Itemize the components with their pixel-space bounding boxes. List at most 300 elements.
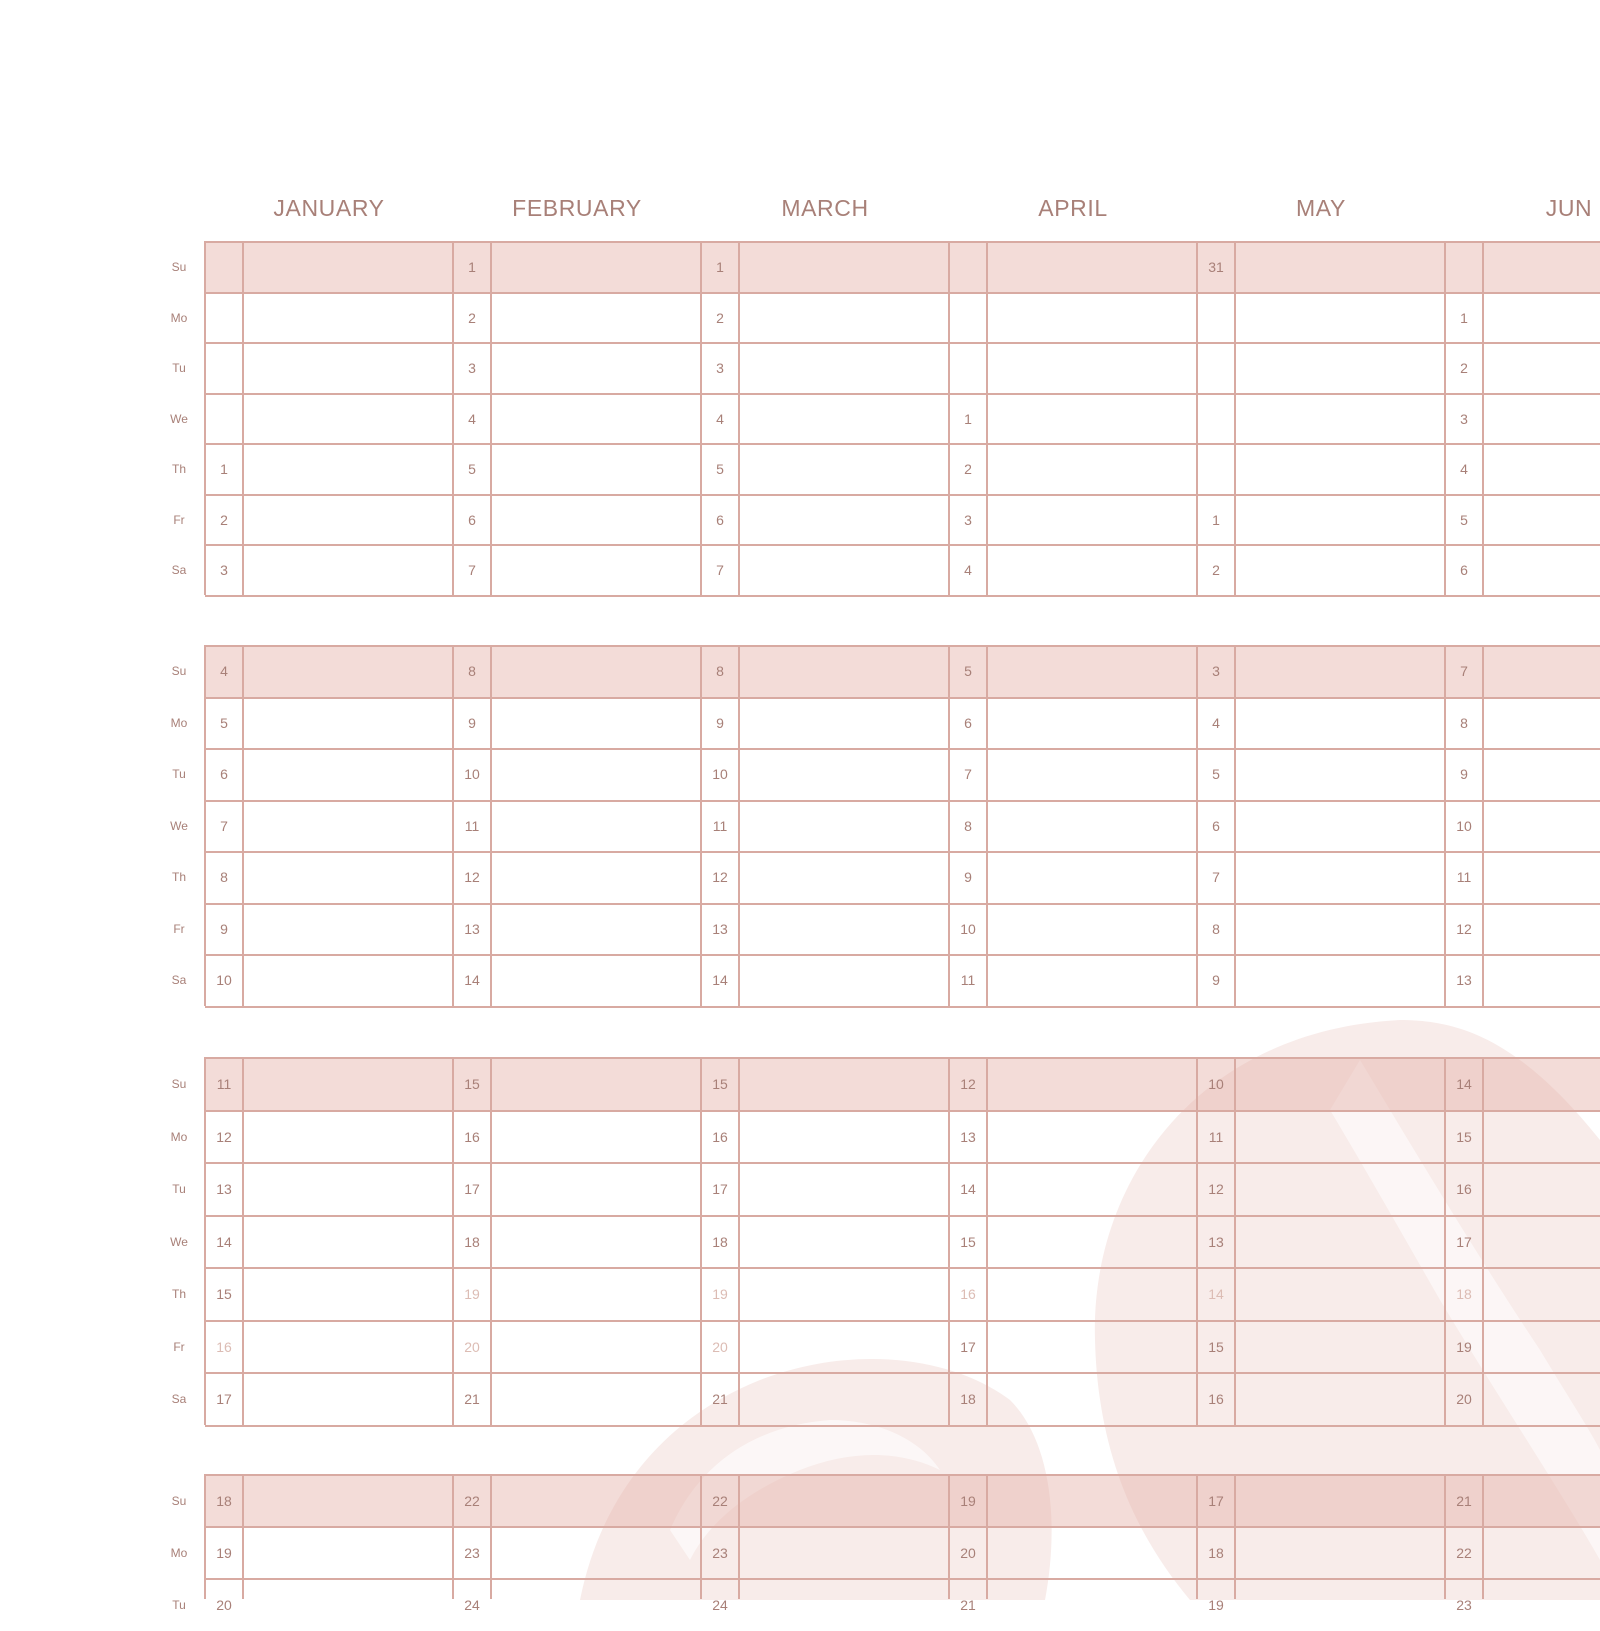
day-note-cell[interactable] [987,1321,1197,1374]
day-label-mo: Mo [170,1129,188,1144]
day-note-cell[interactable] [987,1058,1197,1111]
day-note-cell[interactable] [987,749,1197,801]
date-number: 11 [216,1076,232,1092]
date-number: 9 [1460,766,1468,782]
day-note-cell[interactable] [491,852,701,904]
day-note-cell[interactable] [1235,1579,1445,1631]
day-note-cell[interactable] [491,545,701,596]
date-number: 12 [1456,920,1472,937]
day-note-cell[interactable] [1235,444,1445,495]
day-note-cell[interactable] [987,1527,1197,1579]
day-note-cell[interactable] [1235,955,1445,1007]
day-note-cell[interactable] [1235,852,1445,904]
day-label-sa: Sa [171,973,187,987]
date-number: 3 [220,562,228,578]
date-number: 13 [464,920,480,937]
date-number: 5 [468,461,476,477]
date-number: 7 [964,766,972,782]
date-number: 2 [964,461,972,477]
date-number: 13 [1456,972,1472,988]
date-number: 5 [1460,511,1468,528]
date-number: 10 [960,920,976,937]
date-number: 15 [1208,1338,1224,1355]
date-number: 7 [468,562,476,578]
day-note-cell[interactable] [987,242,1197,293]
day-note-cell[interactable] [739,1111,949,1164]
day-note-cell[interactable] [1483,646,1600,698]
date-number: 7 [1460,663,1468,679]
day-note-cell[interactable] [1483,545,1600,596]
date-number: 2 [1460,360,1468,376]
day-note-cell[interactable] [491,1268,701,1321]
day-label-fr: Fr [173,921,185,936]
date-number: 2 [220,511,228,528]
day-note-cell[interactable] [987,646,1197,698]
day-note-cell[interactable] [1483,1527,1600,1579]
day-note-cell[interactable] [491,1579,701,1631]
day-label-we: We [170,818,188,833]
date-number: 12 [464,869,480,885]
day-note-cell[interactable] [1483,1579,1600,1631]
day-note-cell[interactable] [1235,1111,1445,1164]
day-note-cell[interactable] [243,801,453,853]
date-number: 20 [464,1338,480,1355]
date-number: 14 [1456,1076,1472,1092]
day-note-cell[interactable] [739,444,949,495]
date-number: 23 [464,1545,480,1561]
day-note-cell[interactable] [243,293,453,344]
day-note-cell[interactable] [1235,646,1445,698]
date-number: 8 [964,817,972,834]
day-label-sa: Sa [171,1392,187,1406]
date-number [1197,394,1235,445]
day-note-cell[interactable] [491,293,701,344]
date-number: 14 [1208,1286,1224,1302]
day-note-cell[interactable] [987,1475,1197,1527]
day-note-cell[interactable] [739,1216,949,1269]
day-note-cell[interactable] [1235,242,1445,293]
day-note-cell[interactable] [243,394,453,445]
day-note-cell[interactable] [491,1373,701,1426]
month-header-april: APRIL [1038,195,1108,221]
date-number: 10 [464,766,480,782]
day-label-th: Th [171,462,186,476]
day-note-cell[interactable] [1483,293,1600,344]
day-note-cell[interactable] [1483,1268,1600,1321]
day-note-cell[interactable] [987,1268,1197,1321]
day-note-cell[interactable] [243,545,453,596]
day-note-cell[interactable] [739,1163,949,1216]
day-note-cell[interactable] [987,1163,1197,1216]
date-number [1197,343,1235,394]
day-note-cell[interactable] [739,698,949,750]
date-number: 11 [712,817,728,834]
date-number: 9 [468,714,476,731]
day-note-cell[interactable] [1235,343,1445,394]
day-note-cell[interactable] [491,394,701,445]
day-note-cell[interactable] [739,545,949,596]
day-note-cell[interactable] [987,801,1197,853]
date-number: 9 [220,920,228,937]
day-note-cell[interactable] [987,343,1197,394]
date-number: 17 [712,1181,728,1197]
day-note-cell[interactable] [1235,1216,1445,1269]
date-number: 10 [712,766,728,782]
day-label-tu: Tu [172,361,186,375]
date-number [1445,242,1483,293]
day-note-cell[interactable] [1483,1475,1600,1527]
day-note-cell[interactable] [1235,1475,1445,1527]
date-number: 15 [960,1233,976,1250]
day-note-cell[interactable] [739,495,949,546]
date-number: 15 [464,1076,480,1092]
date-number: 17 [1208,1493,1224,1509]
date-number: 1 [1460,309,1468,326]
day-note-cell[interactable] [491,242,701,293]
day-note-cell[interactable] [987,1216,1197,1269]
date-number: 20 [712,1338,728,1355]
day-note-cell[interactable] [491,495,701,546]
day-label-tu: Tu [172,1182,186,1196]
date-number: 12 [960,1076,976,1092]
day-note-cell[interactable] [739,646,949,698]
date-number: 17 [216,1391,232,1407]
date-number: 4 [220,663,228,679]
date-number: 10 [1456,817,1472,834]
day-note-cell[interactable] [987,698,1197,750]
day-label-we: We [170,1234,188,1249]
date-number: 13 [712,920,728,937]
date-number: 31 [1208,259,1224,275]
day-note-cell[interactable] [243,343,453,394]
date-number: 4 [468,410,476,427]
date-number: 18 [712,1233,728,1250]
day-note-cell[interactable] [987,444,1197,495]
day-note-cell[interactable] [987,495,1197,546]
day-note-cell[interactable] [491,698,701,750]
date-number [205,293,243,344]
day-note-cell[interactable] [491,904,701,956]
date-number: 4 [1212,714,1220,731]
day-note-cell[interactable] [739,394,949,445]
day-note-cell[interactable] [739,343,949,394]
day-note-cell[interactable] [739,1268,949,1321]
date-number: 1 [716,259,724,275]
day-note-cell[interactable] [1483,1321,1600,1374]
day-note-cell[interactable] [987,1579,1197,1631]
day-label-tu: Tu [172,1598,186,1612]
day-note-cell[interactable] [739,852,949,904]
day-note-cell[interactable] [491,1216,701,1269]
date-number: 19 [464,1286,480,1302]
day-note-cell[interactable] [1483,698,1600,750]
date-number: 9 [716,714,724,731]
day-label-tu: Tu [172,767,186,781]
day-note-cell[interactable] [1483,904,1600,956]
day-note-cell[interactable] [491,646,701,698]
date-number [1197,444,1235,495]
day-note-cell[interactable] [987,955,1197,1007]
month-header-march: MARCH [781,195,869,221]
date-number: 18 [1456,1286,1472,1302]
date-number: 8 [716,663,724,679]
date-number: 23 [1456,1597,1472,1613]
day-note-cell[interactable] [243,1163,453,1216]
day-label-su: Su [171,1494,187,1508]
date-number: 9 [1212,972,1220,988]
date-number: 21 [960,1597,976,1613]
day-note-cell[interactable] [1483,1111,1600,1164]
date-number: 16 [1208,1391,1224,1407]
date-number: 6 [716,511,724,528]
date-number: 22 [712,1493,728,1509]
day-note-cell[interactable] [1235,1527,1445,1579]
day-note-cell[interactable] [1235,1268,1445,1321]
date-number: 20 [960,1545,976,1561]
day-note-cell[interactable] [739,293,949,344]
day-note-cell[interactable] [243,1321,453,1374]
day-note-cell[interactable] [491,1163,701,1216]
date-number: 3 [1212,663,1220,679]
date-number [1197,293,1235,344]
day-label-mo: Mo [170,715,188,730]
day-note-cell[interactable] [1235,495,1445,546]
date-number: 21 [1456,1493,1472,1509]
date-number: 1 [220,461,228,477]
day-label-su: Su [171,1077,187,1091]
day-note-cell[interactable] [243,1268,453,1321]
date-number [205,343,243,394]
date-number: 21 [464,1391,480,1407]
date-number: 19 [960,1493,976,1509]
day-note-cell[interactable] [987,904,1197,956]
day-note-cell[interactable] [243,242,453,293]
date-number: 13 [1208,1233,1224,1250]
day-note-cell[interactable] [987,545,1197,596]
day-note-cell[interactable] [987,1111,1197,1164]
date-number: 16 [712,1128,728,1145]
day-note-cell[interactable] [1235,1163,1445,1216]
day-note-cell[interactable] [243,749,453,801]
date-number: 1 [964,410,972,427]
date-number: 13 [960,1128,976,1145]
date-number: 2 [1212,562,1220,578]
day-label-su: Su [171,664,187,678]
day-note-cell[interactable] [243,1058,453,1111]
date-number: 5 [1212,766,1220,782]
date-number: 22 [464,1493,480,1509]
date-number: 14 [960,1181,976,1197]
day-note-cell[interactable] [739,955,949,1007]
day-note-cell[interactable] [491,1527,701,1579]
date-number: 18 [1208,1545,1224,1561]
date-number: 8 [220,869,228,885]
date-number: 24 [464,1597,480,1613]
day-note-cell[interactable] [243,1216,453,1269]
date-number [949,242,987,293]
day-note-cell[interactable] [243,1111,453,1164]
date-number: 17 [960,1338,976,1355]
day-note-cell[interactable] [987,1373,1197,1426]
day-note-cell[interactable] [491,1058,701,1111]
date-number: 16 [216,1338,232,1355]
day-note-cell[interactable] [1483,495,1600,546]
day-note-cell[interactable] [243,1475,453,1527]
day-note-cell[interactable] [491,343,701,394]
day-note-cell[interactable] [1483,1216,1600,1269]
day-note-cell[interactable] [1483,1058,1600,1111]
date-number: 3 [964,511,972,528]
day-note-cell[interactable] [739,1579,949,1631]
day-note-cell[interactable] [243,646,453,698]
date-number: 3 [468,360,476,376]
day-note-cell[interactable] [1483,955,1600,1007]
day-note-cell[interactable] [739,1527,949,1579]
day-note-cell[interactable] [739,1058,949,1111]
day-note-cell[interactable] [1235,904,1445,956]
day-note-cell[interactable] [739,242,949,293]
day-note-cell[interactable] [1235,545,1445,596]
day-note-cell[interactable] [243,444,453,495]
day-note-cell[interactable] [739,749,949,801]
date-number: 14 [216,1233,232,1250]
day-label-we: We [170,411,188,426]
date-number: 14 [464,972,480,988]
date-number: 19 [216,1545,232,1561]
date-number: 16 [960,1286,976,1302]
date-number: 6 [964,714,972,731]
day-note-cell[interactable] [1235,394,1445,445]
date-number: 20 [1456,1391,1472,1407]
date-number: 17 [464,1181,480,1197]
day-label-mo: Mo [170,1546,188,1560]
day-note-cell[interactable] [243,495,453,546]
date-number: 1 [1212,511,1220,528]
month-header-may: MAY [1296,195,1346,221]
date-number: 14 [712,972,728,988]
day-note-cell[interactable] [1483,1373,1600,1426]
date-number: 18 [960,1391,976,1407]
date-number: 5 [220,714,228,731]
date-number: 5 [964,663,972,679]
date-number: 7 [1212,869,1220,885]
date-number: 4 [1460,461,1468,477]
day-note-cell[interactable] [739,801,949,853]
day-note-cell[interactable] [491,801,701,853]
date-number: 3 [1460,410,1468,427]
date-number: 8 [1460,714,1468,731]
date-number: 11 [1456,869,1472,885]
day-note-cell[interactable] [1235,1373,1445,1426]
day-label-th: Th [171,870,186,884]
day-note-cell[interactable] [243,1373,453,1426]
day-note-cell[interactable] [491,1475,701,1527]
day-note-cell[interactable] [243,955,453,1007]
day-note-cell[interactable] [1235,1058,1445,1111]
day-note-cell[interactable] [987,293,1197,344]
day-note-cell[interactable] [243,698,453,750]
day-label-fr: Fr [173,512,185,527]
date-number: 19 [712,1286,728,1302]
day-note-cell[interactable] [243,904,453,956]
date-number: 21 [712,1391,728,1407]
day-note-cell[interactable] [243,852,453,904]
date-number: 22 [1456,1545,1472,1561]
month-header-jun: JUN [1545,195,1593,221]
date-number: 16 [464,1128,480,1145]
date-number: 4 [716,410,724,427]
day-note-cell[interactable] [987,852,1197,904]
day-label-fr: Fr [173,1339,185,1354]
date-number: 24 [712,1597,728,1613]
date-number: 15 [712,1076,728,1092]
date-number: 9 [964,869,972,885]
day-note-cell[interactable] [1235,698,1445,750]
day-note-cell[interactable] [739,1321,949,1374]
date-number: 6 [220,766,228,782]
date-number: 10 [216,972,232,988]
day-note-cell[interactable] [1483,801,1600,853]
date-number: 13 [216,1181,232,1197]
day-note-cell[interactable] [243,1579,453,1631]
day-note-cell[interactable] [1483,444,1600,495]
date-number: 15 [1456,1128,1472,1145]
date-number: 6 [468,511,476,528]
day-note-cell[interactable] [1483,242,1600,293]
date-number: 7 [220,817,228,834]
date-number: 2 [716,309,724,326]
day-note-cell[interactable] [739,904,949,956]
date-number: 16 [1456,1181,1472,1197]
day-note-cell[interactable] [243,1527,453,1579]
date-number [205,242,243,293]
day-note-cell[interactable] [1483,1163,1600,1216]
date-number: 15 [216,1286,232,1302]
date-number: 10 [1208,1076,1224,1092]
date-number: 12 [1208,1181,1224,1197]
day-note-cell[interactable] [739,1475,949,1527]
day-note-cell[interactable] [1235,749,1445,801]
day-note-cell[interactable] [491,749,701,801]
day-note-cell[interactable] [739,1373,949,1426]
date-number: 18 [464,1233,480,1250]
date-number: 19 [1208,1597,1224,1613]
day-note-cell[interactable] [1235,293,1445,344]
day-note-cell[interactable] [491,1111,701,1164]
date-number: 8 [1212,920,1220,937]
day-note-cell[interactable] [1235,801,1445,853]
date-number: 6 [1212,817,1220,834]
day-note-cell[interactable] [1483,749,1600,801]
day-note-cell[interactable] [1235,1321,1445,1374]
day-label-mo: Mo [170,310,188,325]
day-note-cell[interactable] [491,1321,701,1374]
day-note-cell[interactable] [1483,852,1600,904]
day-note-cell[interactable] [491,955,701,1007]
date-number [205,394,243,445]
day-note-cell[interactable] [987,394,1197,445]
day-note-cell[interactable] [1483,394,1600,445]
date-number [949,293,987,344]
day-note-cell[interactable] [1483,343,1600,394]
date-number: 19 [1456,1338,1472,1355]
date-number: 12 [216,1128,232,1145]
date-number: 6 [1460,562,1468,578]
day-note-cell[interactable] [491,444,701,495]
date-number: 7 [716,562,724,578]
date-number: 11 [960,972,976,988]
date-number: 23 [712,1545,728,1561]
